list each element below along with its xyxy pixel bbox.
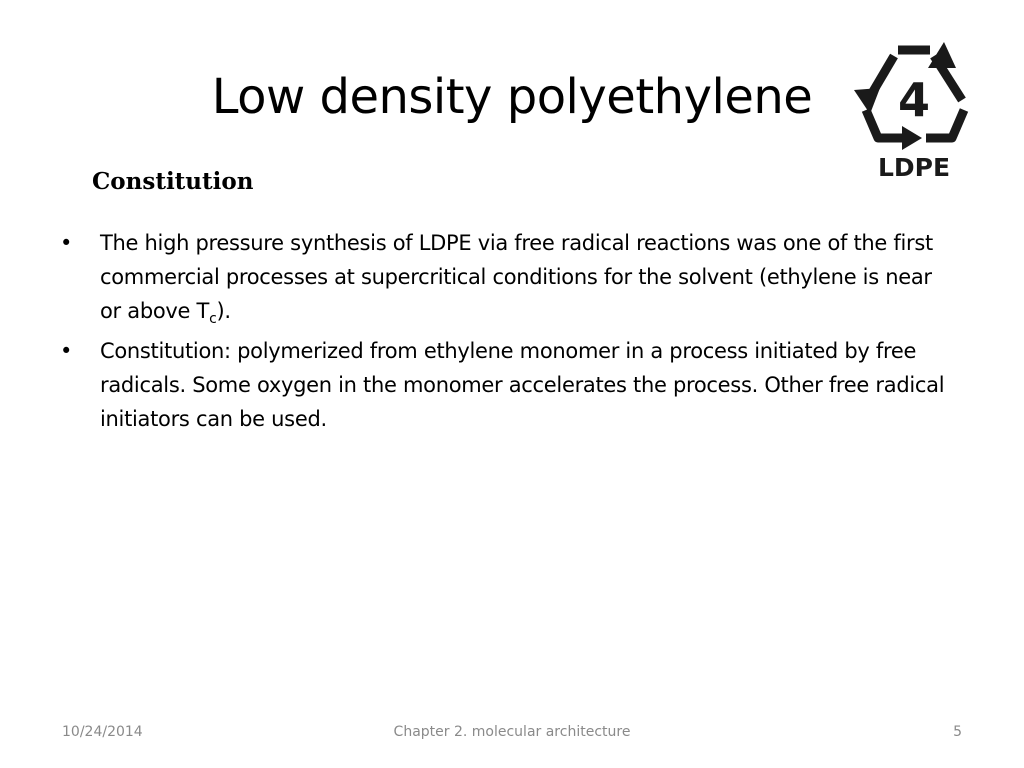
bullet-item-2 [60,334,950,436]
recycling-code-4-icon [852,38,976,154]
subscript-c: c [209,311,217,328]
logo-caption: LDPE [877,153,951,182]
bullet-text: The high pressure synthesis of LDPE via free radical reactions was one of the first commercial processes at supercritical conditions for the solvent (ethylene is near or above T [100,231,933,323]
arrowhead-top-right [928,42,956,68]
bullet-text: Constitution: polymerized from ethylene monomer in a process initiated by free radicals. Some oxygen in the monomer accelerates the process. Other free radical initiators can be used. [100,339,945,431]
bullet-mark: • [60,231,73,255]
footer-page-number: 5 [953,724,962,740]
recycle-arrow-bottom-right [926,110,964,138]
ldpe-recycling-logo [852,38,976,186]
slide-title: Low density polyethylene [211,69,813,125]
bullet-text-end: ). [216,299,231,323]
bullet-mark: • [60,339,73,363]
recycling-number: 4 [897,73,931,127]
section-heading: Constitution [92,168,254,195]
footer-chapter: Chapter 2. molecular architecture [393,724,631,740]
arrowhead-bottom [902,126,922,150]
bullet-item-1 [60,226,950,328]
footer-date: 10/24/2014 [62,724,143,740]
bullet-list [60,226,950,442]
